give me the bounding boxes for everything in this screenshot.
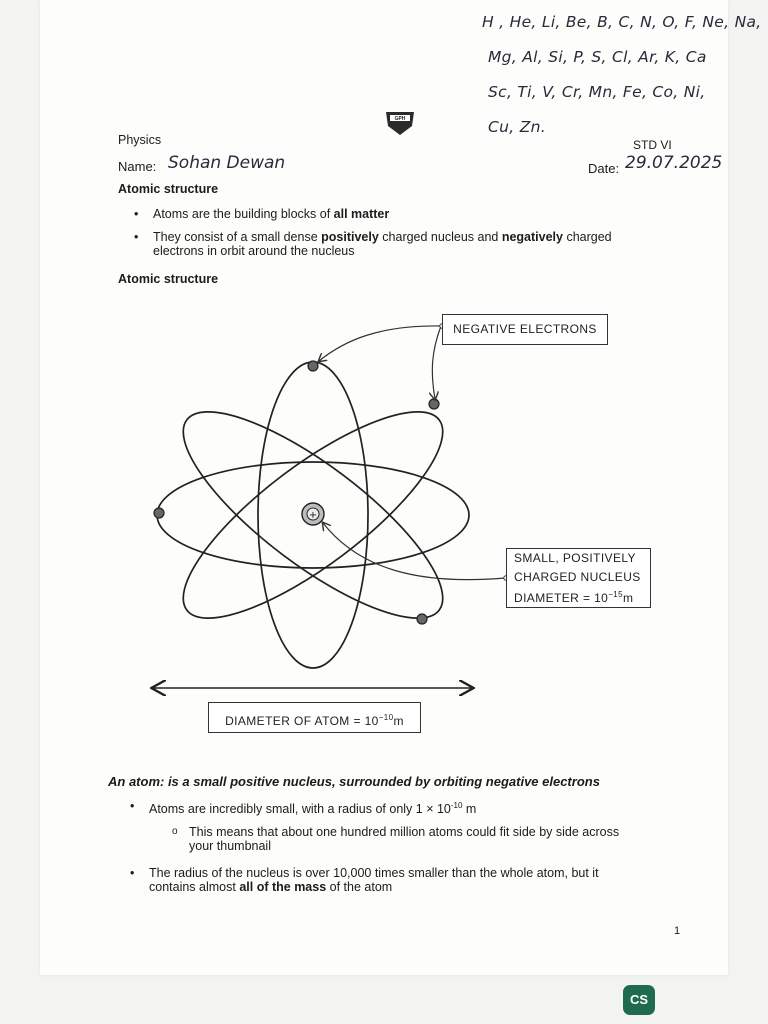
- unit: m: [393, 714, 404, 728]
- bullet-text: This means that about one hundred million atoms could fit side by side across: [189, 825, 620, 839]
- bullet-dot: •: [130, 799, 135, 813]
- section-heading-2: Atomic structure: [118, 272, 219, 286]
- bullet-text: charged nucleus and: [378, 230, 502, 244]
- bullet-bold-text: all matter: [333, 207, 390, 221]
- exponent: −10: [378, 713, 394, 722]
- section-heading: Atomic structure: [118, 182, 219, 196]
- facts-bullets-2: [130, 866, 709, 903]
- electron: [154, 508, 164, 518]
- bullet-text: your thumbnail: [189, 839, 271, 853]
- bullet-bold-text: negatively: [501, 230, 563, 244]
- atom-diameter-label: [208, 702, 421, 733]
- unit: m: [462, 802, 477, 817]
- bullet-text: Atoms are incredibly small, with a radius of only 1 × 10: [149, 802, 451, 817]
- handwritten-line: Cu, Zn.: [488, 118, 546, 136]
- bullet-bold-text: all of the mass: [239, 880, 327, 894]
- exponent: −15: [608, 590, 624, 599]
- electron: [308, 361, 318, 371]
- bullet-text: electrons in orbit around the nucleus: [153, 244, 355, 258]
- camscanner-logo: CS: [623, 985, 655, 1015]
- bullet-text: charged: [562, 230, 612, 244]
- handwritten-line: Sc, Ti, V, Cr, Mn, Fe, Co, Ni,: [488, 83, 706, 101]
- label-text: SMALL, POSITIVELY: [514, 551, 636, 565]
- bullet-bold-text: positively: [321, 230, 379, 244]
- electron: [417, 614, 427, 624]
- electron: [429, 399, 439, 409]
- bullet-text: They consist of a small dense: [153, 230, 322, 244]
- page-number: 1: [674, 925, 681, 937]
- name-label: Name:: [118, 159, 157, 174]
- nucleus-plus-sign: +: [308, 510, 318, 521]
- label-text: DIAMETER = 10: [514, 591, 609, 605]
- label-text: [514, 586, 650, 608]
- electron-arrow-2: [432, 326, 441, 399]
- bullet-dot: •: [134, 207, 139, 221]
- sub-bullet-marker: o: [172, 826, 178, 837]
- bullet-dot: •: [134, 230, 139, 244]
- electron-arrow-1: [319, 326, 441, 361]
- list-item: [130, 866, 709, 894]
- date-value: 29.07.2025: [625, 153, 723, 173]
- facts-bullets: [130, 799, 709, 825]
- unit: m: [623, 591, 634, 605]
- list-item: [172, 825, 709, 853]
- negative-electrons-label: [442, 314, 608, 345]
- name-value: Sohan Dewan: [168, 153, 286, 173]
- bullet-text: Atoms are the building blocks of: [153, 207, 334, 221]
- badge-text: GPH: [394, 116, 406, 122]
- atom-caption: An atom: is a small positive nucleus, surrounded by orbiting negative electrons: [108, 774, 600, 789]
- handwritten-line: Mg, Al, Si, P, S, Cl, Ar, K, Ca: [488, 48, 707, 66]
- handwritten-line: H , He, Li, Be, B, C, N, O, F, Ne, Na,: [482, 13, 762, 31]
- label-text: CHARGED NUCLEUS: [514, 569, 641, 584]
- label-text: NEGATIVE ELECTRONS: [453, 322, 597, 336]
- date-label: Date:: [588, 161, 620, 176]
- bullet-dot: •: [130, 866, 135, 880]
- bullet-text: of the atom: [326, 880, 393, 894]
- exponent: -10: [450, 801, 463, 810]
- nucleus-label: [506, 548, 651, 608]
- sub-bullets: [172, 825, 709, 862]
- bullet-text: contains almost: [149, 880, 240, 894]
- bullet-text: The radius of the nucleus is over 10,000 times smaller than the whole atom, but it: [149, 866, 599, 880]
- std-label: STD VI: [633, 138, 672, 152]
- nucleus-arrow: [323, 523, 505, 580]
- subject-label: Physics: [118, 133, 162, 147]
- list-item: [130, 799, 709, 817]
- label-text: DIAMETER OF ATOM = 10: [225, 714, 379, 728]
